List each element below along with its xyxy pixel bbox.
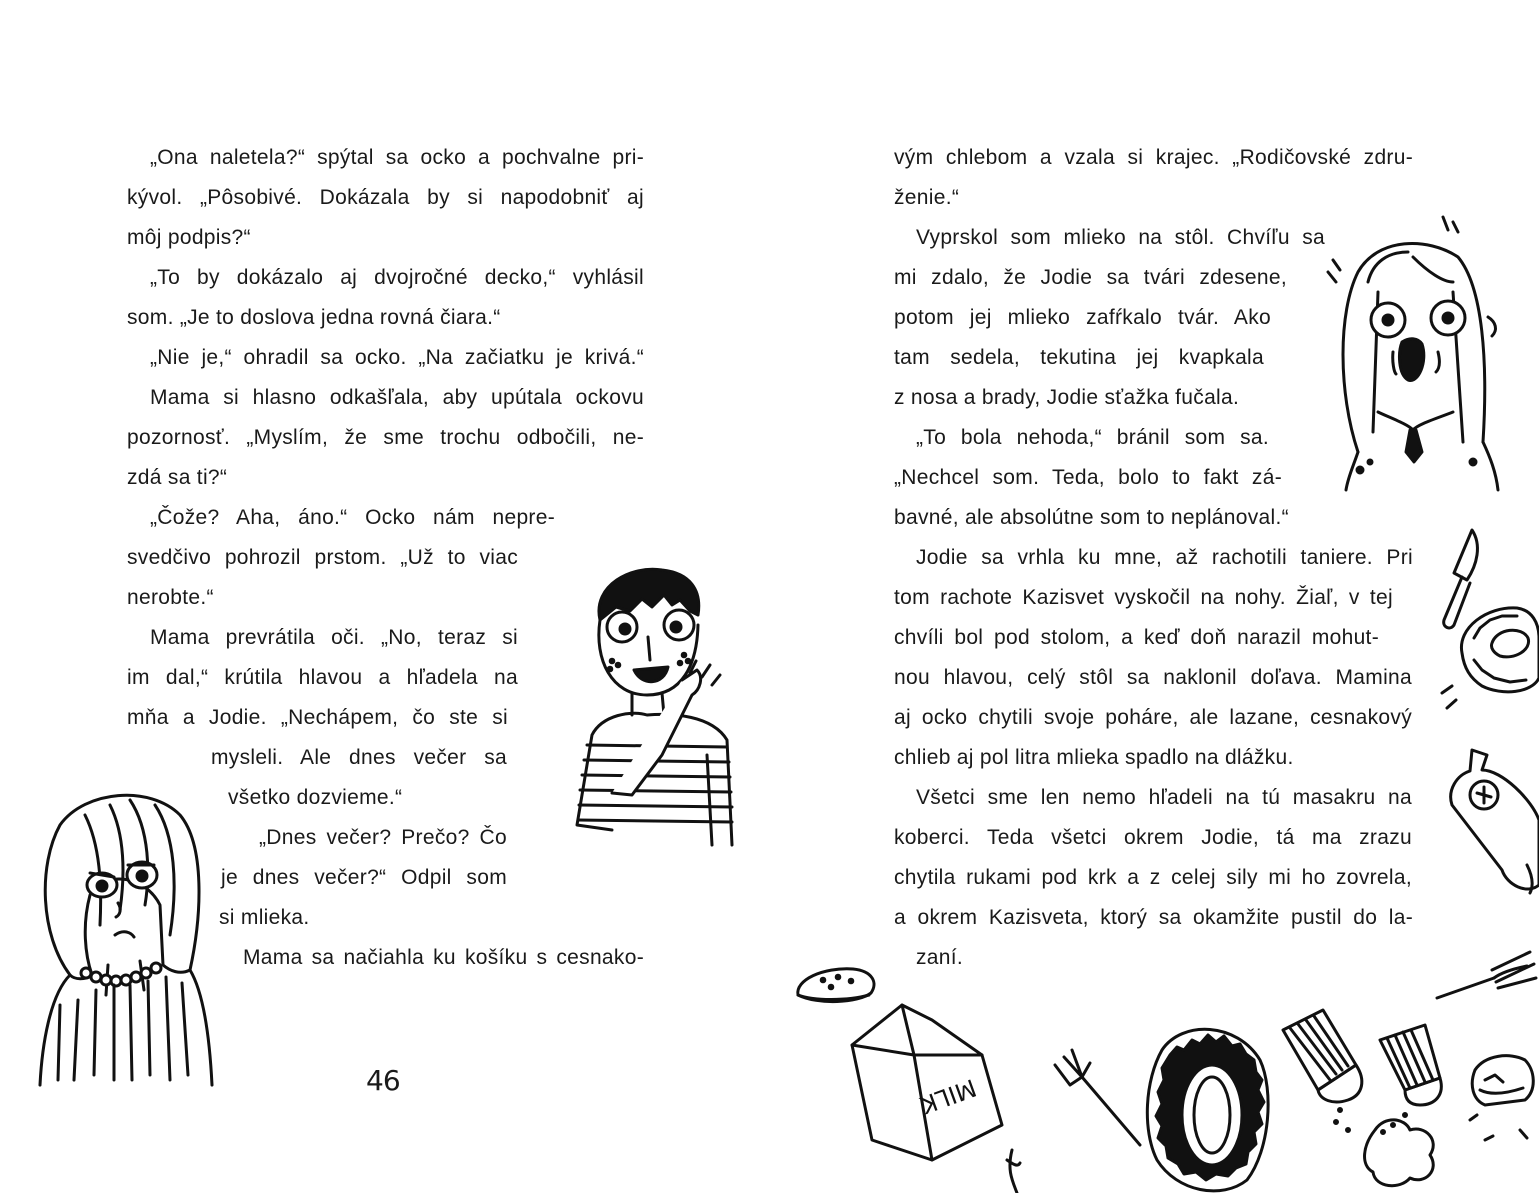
bottle-illustration bbox=[1432, 745, 1539, 895]
text-line: „To bola nehoda,“ bránil som sa. bbox=[916, 426, 1269, 449]
text-line: mysleli. Ale dnes večer sa bbox=[211, 746, 507, 769]
text-line: aj ocko chytili svoje poháre, ale lazane, cesnakový bbox=[894, 706, 1412, 729]
text-line: „Nechcel som. Teda, bolo to fakt zá- bbox=[894, 466, 1282, 489]
text-line: ženie.“ bbox=[894, 186, 960, 209]
text-line: „To by dokázalo aj dvojročné decko,“ vyhlásil bbox=[150, 266, 644, 289]
milk-label: MILK bbox=[916, 1073, 980, 1119]
text-line: svedčivo pohrozil prstom. „Už to viac bbox=[127, 546, 518, 569]
mom-illustration bbox=[30, 785, 220, 1090]
text-line: zdá sa ti?“ bbox=[127, 466, 228, 489]
text-line: koberci. Teda všetci okrem Jodie, tá ma zrazu bbox=[894, 826, 1412, 849]
bottom-fork-illustration bbox=[1050, 1045, 1146, 1150]
text-line: „Dnes večer? Prečo? Čo bbox=[259, 826, 507, 849]
text-line: nou hlavou, celý stôl sa naklonil doľava. Mamina bbox=[894, 666, 1412, 689]
text-line: všetko dozvieme.“ bbox=[228, 786, 403, 809]
text-line: bavné, ale absolútne som to neplánoval.“ bbox=[894, 506, 1289, 529]
text-line: „Ona naletela?“ spýtal sa ocko a pochvalne pri- bbox=[150, 146, 644, 169]
text-line: z nosa a brady, Jodie sťažka fučala. bbox=[894, 386, 1240, 409]
text-line: Mama si hlasno odkašľala, aby upútala ockovu bbox=[150, 386, 644, 409]
text-line: „Čože? Aha, áno.“ Ocko nám nepre- bbox=[150, 506, 555, 529]
text-line: mi zdalo, že Jodie sa tvári zdesene, bbox=[894, 266, 1287, 289]
text-line: Mama prevrátila oči. „No, teraz si bbox=[150, 626, 518, 649]
fork-illustration bbox=[1432, 950, 1539, 1010]
text-line: nerobte.“ bbox=[127, 586, 214, 609]
text-line: môj podpis?“ bbox=[127, 226, 251, 249]
lasagna-plate-illustration bbox=[1442, 598, 1539, 708]
text-line: chvíli bol pod stolom, a keď doň narazil mohut- bbox=[894, 626, 1379, 649]
text-line: tam sedela, tekutina jej kvapkala bbox=[894, 346, 1264, 369]
text-line: Vyprskol som mlieko na stôl. Chvíľu sa bbox=[916, 226, 1325, 249]
text-line: je dnes večer?“ Odpil som bbox=[221, 866, 507, 889]
text-line: pozornosť. „Myslím, že sme trochu odbočili, ne- bbox=[127, 426, 644, 449]
spilled-food-illustration bbox=[1465, 1050, 1539, 1160]
text-line: mňa a Jodie. „Nechápem, čo ste si bbox=[127, 706, 508, 729]
text-line: zaní. bbox=[916, 946, 964, 969]
text-line: chlieb aj pol litra mlieka spadlo na dlážku. bbox=[894, 746, 1294, 769]
milk-puddle-illustration bbox=[1355, 1110, 1445, 1193]
dad-illustration bbox=[572, 565, 742, 845]
page-number: 46 bbox=[366, 1064, 400, 1097]
text-line: tom rachote Kazisvet vyskočil na nohy. Žiaľ, v tej bbox=[894, 586, 1393, 609]
milk-carton-illustration bbox=[842, 995, 1012, 1193]
text-line: kývol. „Pôsobivé. Dokázala by si napodobniť aj bbox=[127, 186, 644, 209]
text-line: Všetci sme len nemo hľadeli na tú masakru na bbox=[916, 786, 1412, 809]
jodie-illustration bbox=[1318, 212, 1508, 492]
text-line: potom jej mlieko zafŕkalo tvár. Ako bbox=[894, 306, 1271, 329]
text-line: si mlieka. bbox=[219, 906, 310, 929]
text-line: som. „Je to doslova jedna rovná čiara.“ bbox=[127, 306, 501, 329]
text-line: a okrem Kazisveta, ktorý sa okamžite pustil do la- bbox=[894, 906, 1413, 929]
text-line: vým chlebom a vzala si krajec. „Rodičovské zdru- bbox=[894, 146, 1413, 169]
text-line: Jodie sa vrhla ku mne, až rachotili taniere. Pri bbox=[916, 546, 1413, 569]
text-line: „Nie je,“ ohradil sa ocko. „Na začiatku je krivá.“ bbox=[150, 346, 644, 369]
text-line: chytila rukami pod krk a z celej sily mi ho zovrela, bbox=[894, 866, 1412, 889]
plate-illustration bbox=[1142, 1020, 1272, 1193]
text-line: Mama sa načiahla ku košíku s cesnako- bbox=[243, 946, 644, 969]
text-line: im dal,“ krútila hlavou a hľadela na bbox=[127, 666, 518, 689]
